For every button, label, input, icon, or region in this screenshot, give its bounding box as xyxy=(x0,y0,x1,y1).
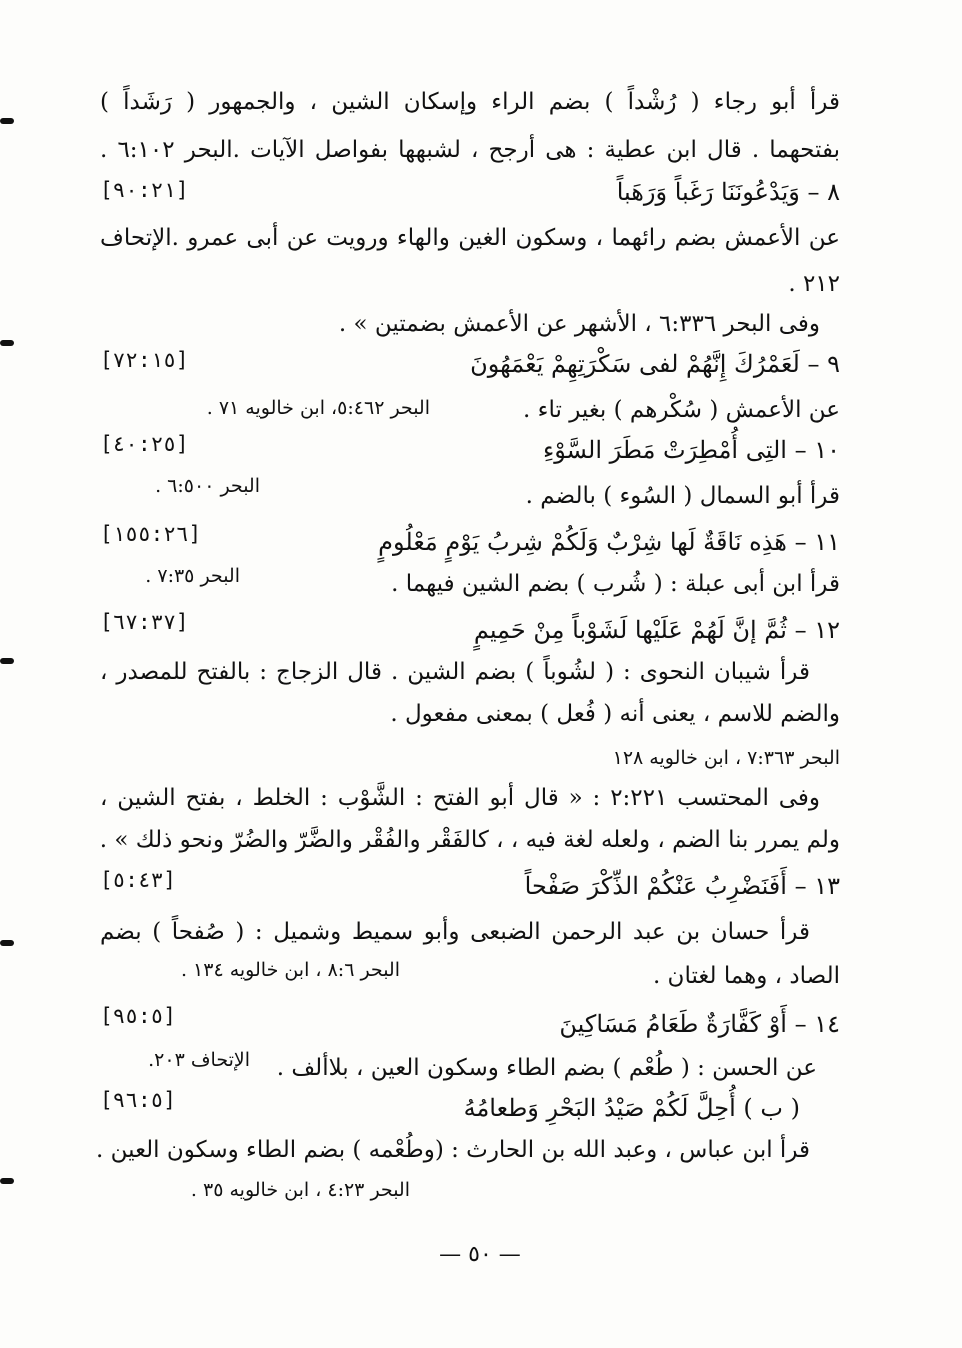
text-line: ٢١٢ . xyxy=(788,271,840,297)
source-citation: البحر ٦:٥٠٠ . xyxy=(155,475,260,497)
margin-mark xyxy=(0,1178,14,1184)
source-citation: البحر ٥:٤٦٢، ابن خالويه ٧١ . xyxy=(206,397,430,419)
verse-line: ١٤ – أَوْ كَفَّارَةٌ طَعَامُ مَسَاكِينَ xyxy=(559,1010,840,1038)
verse-reference: [٩٦:٥] xyxy=(100,1088,176,1112)
text-line: وفى البحر ٦:٣٣٦ ، الأشهر عن الأعمش بضمتين » . xyxy=(338,311,820,337)
text-line: بفتحهما . قال ابن عطية : هى أرجح ، لشبهها بفواصل الآيات .البحر ٦:١٠٢ . xyxy=(100,137,840,163)
text-line: ولم يمرر بنا الضم ، ولعله لغة فيه ، ، كالفَقْر والفُقْر والضَّرّ والضُرّ ونحو ذلك » . xyxy=(99,827,840,853)
source-citation: البحر ٤:٢٣ ، ابن خالويه ٣٥ . xyxy=(190,1179,410,1201)
verse-line: ١٢ – ثُمَّ إنَّ لَهُمْ عَلَيْها لَشَوْباً مِنْ حَمِيمٍ xyxy=(473,616,840,644)
verse-reference: [٧٢:١٥] xyxy=(100,348,189,372)
text-line: عن الحسن : ( طُعْم ) بضم الطاء وسكون العين ، بلاألف . xyxy=(276,1055,817,1081)
verse-line: ( ب ) أُحِلَّ لَكُمْ صَيْدُ البَحْرِ وَطعامُهُ xyxy=(463,1094,800,1122)
verse-reference: [٥:٤٣] xyxy=(100,868,176,892)
text-line: قرأ ابن أبى عبلة : ( شُرب ) بضم الشين فيهما . xyxy=(391,571,840,597)
source-citation: البحر ٧:٣٦٣ ، ابن خالويه ١٢٨ xyxy=(612,747,840,769)
verse-reference: [٩٠:٢١] xyxy=(100,178,189,202)
text-line: وفى المحتسب ٢:٢٢١ : « قال أبو الفتح : الشَّوْب : الخلط ، بفتح الشين ، xyxy=(100,785,820,811)
verse-line: ١٠ – التِى أُمْطِرَتْ مَطَرَ السَّوْءِ xyxy=(542,436,840,464)
verse-line: ١٣ – أَفَنَضْرِبُ عَنْكُمْ الذِّكْرَ صَفْحاً xyxy=(524,872,840,900)
text-line: عن الأعمش ( سُكْرهم ) بغير تاء . xyxy=(523,397,840,423)
verse-line: ٨ – وَيَدْعُونَنَا رَغَباً وَرَهَباً xyxy=(616,178,840,206)
text-line: قرأ أبو السمال ( السُوء ) بالضم . xyxy=(525,483,840,509)
verse-line: ١١ – هَذِه نَاقَةٌ لَها شِرْبٌ وَلَكُمْ شِربُ يَوْمٍ مَعْلُومٍ xyxy=(378,528,840,556)
source-citation: الإتحاف ٢٠٣. xyxy=(148,1049,250,1071)
verse-line: ٩ – لَعَمْرُكَ إِنَّهُمْ لفى سَكْرَتِهِمْ يَعْمَهُونَ xyxy=(470,350,840,378)
text-line: الصاد ، وهما لغتان . xyxy=(652,963,840,989)
margin-mark xyxy=(0,658,14,664)
margin-mark xyxy=(0,118,14,124)
source-citation: البحر ٨:٦ ، ابن خالويه ١٣٤ . xyxy=(180,959,400,981)
source-citation: البحر ٧:٣٥ . xyxy=(145,565,240,587)
verse-reference: [١٥٥:٢٦] xyxy=(100,522,202,546)
verse-reference: [٩٥:٥] xyxy=(100,1004,176,1028)
margin-mark xyxy=(0,940,14,946)
margin-mark xyxy=(0,340,14,346)
text-line: قرأ شيبان النحوى : ( لشُوباً ) بضم الشين . قال الزجاج : بالفتح للمصدر ، xyxy=(100,659,810,685)
page-number: — ٥٠ — xyxy=(439,1242,521,1267)
verse-reference: [٤٠:٢٥] xyxy=(100,432,189,456)
verse-reference: [٦٧:٣٧] xyxy=(100,610,189,634)
text-line: والضم للاسم ، يعنى أنه ( فُعل ) بمعنى مفعول . xyxy=(390,701,840,727)
text-line: قرأ حسان بن عبد الرحمن الضبعى وأبو سميط وشميل : ( صُفحاً ) بضم xyxy=(100,919,810,945)
text-line: قرأ ابن عباس ، وعبد الله بن الحارث : (وطُعْمه ) بضم الطاء وسكون العين . xyxy=(96,1137,810,1163)
text-line: قرأ أبو رجاء ( رُشْداً ) بضم الراء وإسكان الشين ، والجمهور ( رَشَداً ) xyxy=(100,89,840,115)
text-line: عن الأعمش بضم رائهما ، وسكون الغين والهاء ورويت عن أبى عمرو .الإتحاف xyxy=(100,225,840,251)
